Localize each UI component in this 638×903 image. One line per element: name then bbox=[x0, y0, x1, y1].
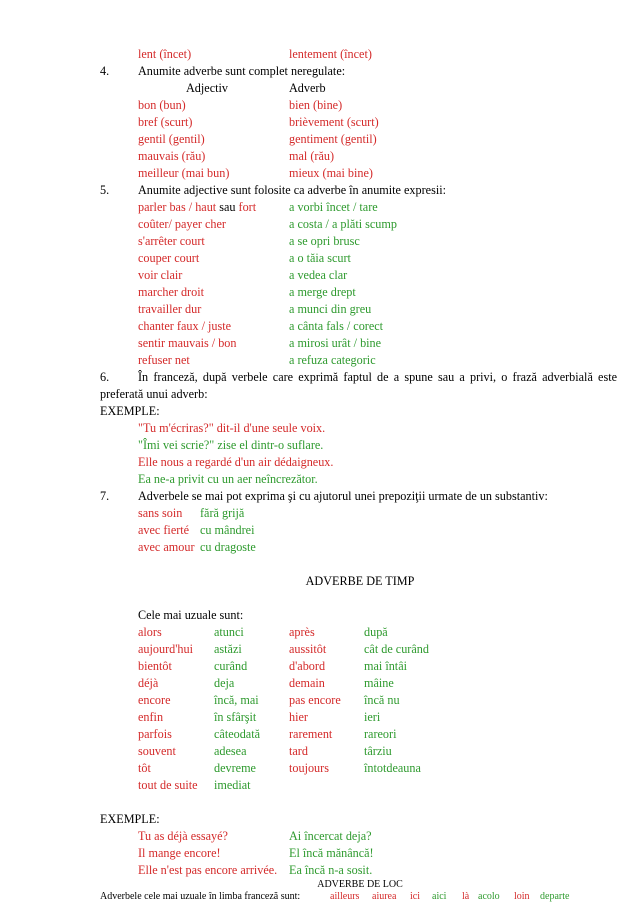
french-adverb: après bbox=[289, 625, 315, 639]
romanian-example: Ai încercat deja? bbox=[289, 829, 372, 843]
french-adverb: tout de suite bbox=[138, 778, 198, 792]
section-text: În franceză, după verbele care exprimă faptul de a spune sau a privi, o frază adverbială este bbox=[138, 370, 617, 384]
romanian-example: El încă mănâncă! bbox=[289, 846, 374, 860]
section-6-continuation bbox=[0, 386, 638, 402]
table-row bbox=[0, 97, 638, 113]
adjective-cell: gentil (gentil) bbox=[138, 132, 205, 146]
french-expression: sans soin bbox=[138, 506, 183, 520]
table-row bbox=[0, 131, 638, 147]
section-number: 7. bbox=[100, 489, 110, 503]
french-adverb: d'abord bbox=[289, 659, 326, 673]
romanian-adverb: mai întâi bbox=[364, 659, 407, 673]
romanian-translation: a o tăia scurt bbox=[289, 251, 351, 265]
romanian-translation: a vorbi încet / tare bbox=[289, 200, 378, 214]
expression-row bbox=[0, 352, 638, 368]
french-adverb: enfin bbox=[138, 710, 164, 724]
column-header-adjective: Adjectiv bbox=[186, 81, 228, 95]
french-adjective: lent (încet) bbox=[138, 47, 192, 61]
romanian-translation: a se opri brusc bbox=[289, 234, 360, 248]
french-adverb: demain bbox=[289, 676, 325, 690]
french-adverb: loin bbox=[514, 891, 530, 902]
romanian-example: Ea încă n-a sosit. bbox=[289, 863, 373, 877]
expression-row bbox=[0, 199, 638, 215]
french-adverb: aussitôt bbox=[289, 642, 327, 656]
romanian-adverb: adesea bbox=[214, 744, 247, 758]
section-number: 6. bbox=[100, 370, 110, 384]
expression-row bbox=[0, 250, 638, 266]
heading-text: ADVERBE DE TIMP bbox=[305, 574, 415, 588]
adjective-cell: bon (bun) bbox=[138, 98, 186, 112]
romanian-adverb: întotdeauna bbox=[364, 761, 421, 775]
section-intro bbox=[0, 607, 638, 623]
french-adverb: parfois bbox=[138, 727, 172, 741]
romanian-translation: cu mândrei bbox=[200, 523, 255, 537]
romanian-translation: a munci din greu bbox=[289, 302, 372, 316]
examples-label bbox=[0, 403, 638, 419]
table-row bbox=[0, 760, 638, 776]
table-row bbox=[0, 692, 638, 708]
expression-row bbox=[0, 301, 638, 317]
french-example: Il mange encore! bbox=[138, 846, 221, 860]
adjective-cell: mauvais (rău) bbox=[138, 149, 206, 163]
heading-text: ADVERBE DE LOC bbox=[317, 879, 403, 890]
example-row bbox=[0, 845, 638, 861]
french-adverb: encore bbox=[138, 693, 171, 707]
romanian-adverb: atunci bbox=[214, 625, 244, 639]
romanian-adverb: acolo bbox=[478, 891, 500, 902]
french-example: Tu as déjà essayé? bbox=[138, 829, 228, 843]
french-expression: avec amour bbox=[138, 540, 195, 554]
section-6-title bbox=[0, 369, 638, 385]
romanian-translation: cu dragoste bbox=[200, 540, 256, 554]
romanian-adverb: curând bbox=[214, 659, 248, 673]
table-header bbox=[0, 80, 638, 96]
table-row bbox=[0, 675, 638, 691]
romanian-translation: a mirosi urât / bine bbox=[289, 336, 382, 350]
french-adverb: déjà bbox=[138, 676, 159, 690]
romanian-translation: fără grijă bbox=[200, 506, 245, 520]
french-adverb: rarement bbox=[289, 727, 333, 741]
expression-row bbox=[0, 505, 638, 521]
expression-part: fort bbox=[238, 200, 257, 214]
section-heading bbox=[0, 879, 638, 891]
expression-part: parler bas / haut bbox=[138, 200, 217, 214]
romanian-adverb: deja bbox=[214, 676, 235, 690]
section-4-title bbox=[0, 63, 638, 79]
french-adverb: là bbox=[462, 891, 470, 902]
french-adverb: ici bbox=[410, 891, 420, 902]
table-row bbox=[0, 624, 638, 640]
intro-text: Cele mai uzuale sunt: bbox=[138, 608, 244, 622]
french-example: Elle nous a regardé d'un air dédaigneux. bbox=[138, 455, 334, 469]
adverb-cell: bien (bine) bbox=[289, 98, 343, 112]
french-adverb: lentement (încet) bbox=[289, 47, 372, 61]
french-expression: marcher droit bbox=[138, 285, 204, 299]
french-adverb: aujourd'hui bbox=[138, 642, 193, 656]
table-row bbox=[0, 726, 638, 742]
french-adverb: tard bbox=[289, 744, 308, 758]
romanian-adverb: aici bbox=[432, 891, 447, 902]
adjective-cell: bref (scurt) bbox=[138, 115, 193, 129]
adverb-row bbox=[0, 46, 638, 62]
table-row bbox=[0, 148, 638, 164]
example-row bbox=[0, 828, 638, 844]
romanian-adverb: rareori bbox=[364, 727, 397, 741]
romanian-adverb: după bbox=[364, 625, 388, 639]
french-expression: sentir mauvais / bon bbox=[138, 336, 237, 350]
table-row bbox=[0, 743, 638, 759]
romanian-adverb: imediat bbox=[214, 778, 251, 792]
french-expression: voir clair bbox=[138, 268, 183, 282]
french-expression: travailler dur bbox=[138, 302, 202, 316]
expression-row bbox=[0, 216, 638, 232]
french-adverb: alors bbox=[138, 625, 162, 639]
romanian-adverb: ieri bbox=[364, 710, 381, 724]
romanian-adverb: departe bbox=[540, 891, 570, 902]
french-adverb: ailleurs bbox=[330, 891, 360, 902]
french-adverb: bientôt bbox=[138, 659, 172, 673]
section-heading bbox=[0, 573, 638, 589]
french-expression: avec fierté bbox=[138, 523, 190, 537]
expression-row bbox=[0, 233, 638, 249]
example-sentence bbox=[0, 471, 638, 487]
french-expression bbox=[138, 199, 256, 215]
french-expression: refuser net bbox=[138, 353, 190, 367]
examples-heading: EXEMPLE: bbox=[100, 404, 160, 418]
french-expression: chanter faux / juste bbox=[138, 319, 232, 333]
romanian-translation: a merge drept bbox=[289, 285, 356, 299]
intro-text: Adverbele cele mai uzuale în limba franceză sunt: bbox=[100, 891, 301, 902]
french-adverb: hier bbox=[289, 710, 308, 724]
expression-row bbox=[0, 522, 638, 538]
romanian-translation: a costa / a plăti scump bbox=[289, 217, 397, 231]
romanian-translation: a vedea clar bbox=[289, 268, 348, 282]
section-intro bbox=[0, 891, 638, 903]
column-header-adverb: Adverb bbox=[289, 81, 326, 95]
expression-row bbox=[0, 284, 638, 300]
romanian-adverb: câteodată bbox=[214, 727, 261, 741]
table-row bbox=[0, 114, 638, 130]
example-sentence bbox=[0, 437, 638, 453]
french-adverb: souvent bbox=[138, 744, 176, 758]
adjective-cell: meilleur (mai bun) bbox=[138, 166, 230, 180]
table-row bbox=[0, 777, 638, 793]
romanian-adverb: astăzi bbox=[214, 642, 242, 656]
romanian-adverb: încă nu bbox=[364, 693, 400, 707]
romanian-adverb: mâine bbox=[364, 676, 394, 690]
expression-row bbox=[0, 335, 638, 351]
adverb-cell: mal (rău) bbox=[289, 149, 335, 163]
example-sentence bbox=[0, 420, 638, 436]
table-row bbox=[0, 709, 638, 725]
example-sentence bbox=[0, 454, 638, 470]
section-text-continued: preferată unui adverb: bbox=[100, 387, 208, 401]
french-adverb: toujours bbox=[289, 761, 329, 775]
expression-row bbox=[0, 539, 638, 555]
romanian-adverb: încă, mai bbox=[214, 693, 259, 707]
expression-row bbox=[0, 318, 638, 334]
french-expression: coûter/ payer cher bbox=[138, 217, 226, 231]
examples-label bbox=[0, 811, 638, 827]
section-number: 4. bbox=[100, 64, 110, 78]
french-example: Elle n'est pas encore arrivée. bbox=[138, 863, 278, 877]
table-row bbox=[0, 165, 638, 181]
section-text: Adverbele se mai pot exprima şi cu ajutorul unei prepoziţii urmate de un substantiv: bbox=[138, 489, 548, 503]
french-example: "Tu m'écriras?" dit-il d'une seule voix. bbox=[138, 421, 326, 435]
section-5-title bbox=[0, 182, 638, 198]
section-number: 5. bbox=[100, 183, 110, 197]
example-row bbox=[0, 862, 638, 878]
french-expression: couper court bbox=[138, 251, 200, 265]
romanian-adverb-alt: aiurea bbox=[372, 891, 397, 902]
expression-connector: sau bbox=[219, 200, 236, 214]
romanian-translation: a cânta fals / corect bbox=[289, 319, 384, 333]
french-adverb: tôt bbox=[138, 761, 151, 775]
table-row bbox=[0, 641, 638, 657]
romanian-example: "Îmi vei scrie?" zise el dintr-o suflare. bbox=[138, 438, 324, 452]
romanian-adverb: cât de curând bbox=[364, 642, 429, 656]
section-7-title bbox=[0, 488, 638, 504]
romanian-adverb: târziu bbox=[364, 744, 392, 758]
section-text: Anumite adverbe sunt complet neregulate: bbox=[138, 64, 346, 78]
romanian-adverb: devreme bbox=[214, 761, 256, 775]
romanian-translation: a refuza categoric bbox=[289, 353, 376, 367]
expression-row bbox=[0, 267, 638, 283]
romanian-example: Ea ne-a privit cu un aer neîncrezător. bbox=[138, 472, 318, 486]
adverb-cell: mieux (mai bine) bbox=[289, 166, 373, 180]
examples-heading: EXEMPLE: bbox=[100, 812, 160, 826]
adverb-cell: brièvement (scurt) bbox=[289, 115, 379, 129]
romanian-adverb: în sfârşit bbox=[214, 710, 257, 724]
adverb-cell: gentiment (gentil) bbox=[289, 132, 377, 146]
table-row bbox=[0, 658, 638, 674]
section-text: Anumite adjective sunt folosite ca adverbe în anumite expresii: bbox=[138, 183, 446, 197]
french-expression: s'arrêter court bbox=[138, 234, 205, 248]
french-adverb: pas encore bbox=[289, 693, 341, 707]
